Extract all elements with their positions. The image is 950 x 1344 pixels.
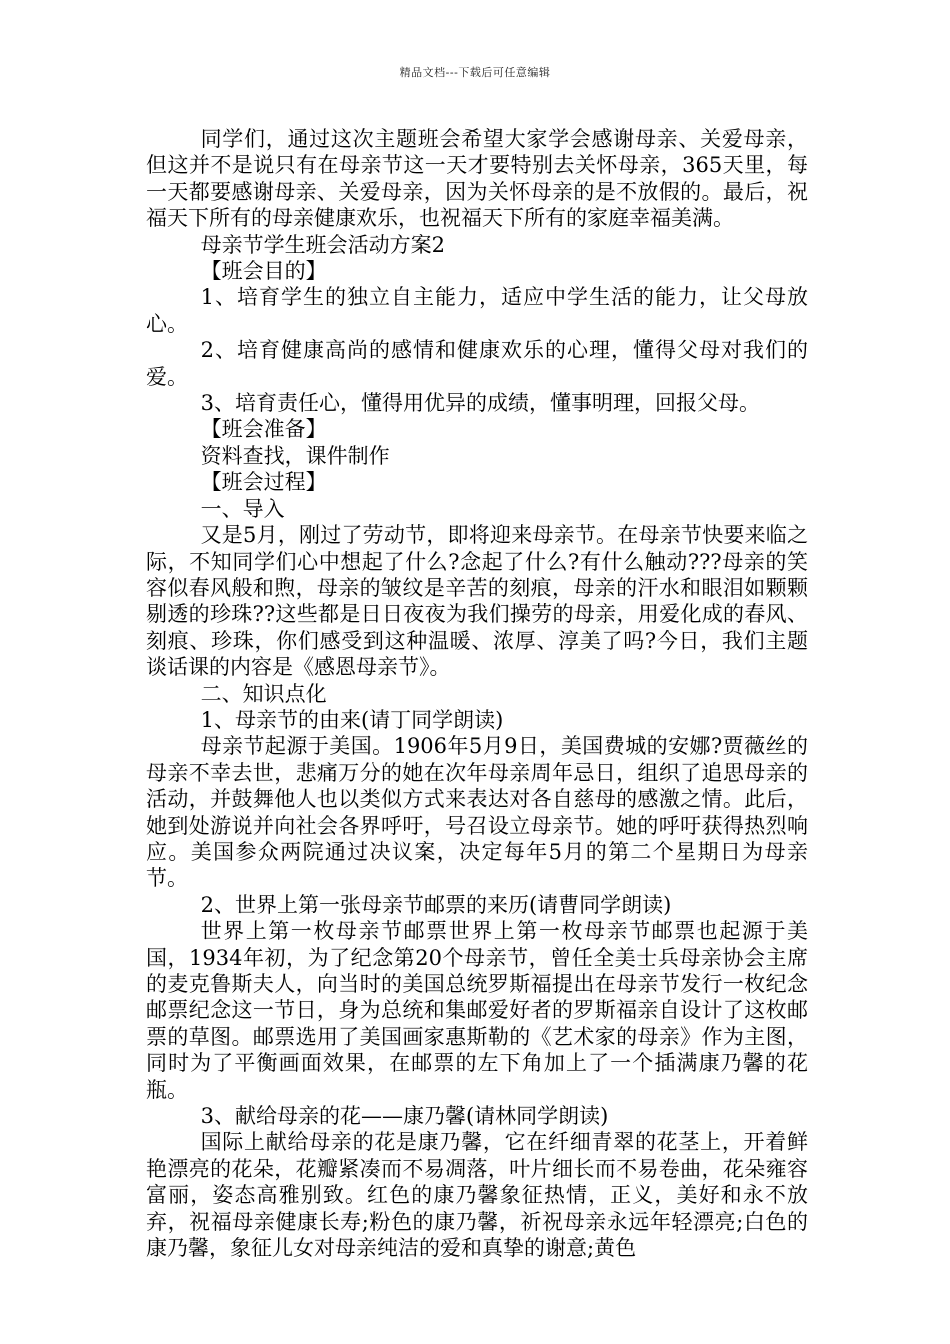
paragraph-introduction: 又是5月，刚过了劳动节，即将迎来母亲节。在母亲节快要来临之际，不知同学们心中想起了什么?念起了什么?有什么触动???母亲的笑容似春风般和煦，母亲的皱纹是辛苦的刻痕，母亲的汗水和眼泪如颗颗剔透的珍珠??这些都是日日夜夜为我们操劳的母亲，用爱化成的春风、刻痕、珍珠，你们感受到这种温暖、浓厚、淳美了吗?今日，我们主题谈话课的内容是《感恩母亲节》。 xyxy=(146,523,808,680)
knowledge-item-3-title: 3、献给母亲的花——康乃馨(请林同学朗读) xyxy=(200,1104,609,1129)
section-title: 母亲节学生班会活动方案2 xyxy=(200,232,445,257)
purpose-item-2: 2、培育健康高尚的感情和健康欢乐的心理，懂得父母对我们的爱。 xyxy=(146,338,808,389)
document-body xyxy=(146,126,808,1261)
heading-purpose: 【班会目的】 xyxy=(200,259,327,284)
paragraph-closing-remarks: 同学们，通过这次主题班会希望大家学会感谢母亲、关爱母亲，但这并不是说只有在母亲节这一天才要特别去关怀母亲，365天里，每一天都要感谢母亲、关爱母亲，因为关怀母亲的是不放假的。最后，祝福天下所有的母亲健康欢乐，也祝福天下所有的家庭幸福美满。 xyxy=(146,127,808,231)
purpose-item-1: 1、培育学生的独立自主能力，适应中学生活的能力，让父母放心。 xyxy=(146,285,808,336)
purpose-item-3: 3、培育责任心，懂得用优异的成绩，懂事明理，回报父母。 xyxy=(200,391,760,416)
heading-preparation: 【班会准备】 xyxy=(200,417,327,442)
heading-process: 【班会过程】 xyxy=(200,470,327,495)
subheading-knowledge: 二、知识点化 xyxy=(200,681,327,706)
knowledge-item-1-title: 1、母亲节的由来(请丁同学朗读) xyxy=(200,707,504,732)
paragraph-origin: 母亲节起源于美国。1906年5月9日，美国费城的安娜?贾薇丝的母亲不幸去世，悲痛万分的她在次年母亲周年忌日，组织了追思母亲的活动，并鼓舞他人也以类似方式来表达对各自慈母的感激之情。此后，她到处游说并向社会各界呼吁，号召设立母亲节。她的呼吁获得热烈响应。美国参众两院通过决议案，决定每年5月的第二个星期日为母亲节。 xyxy=(146,734,808,891)
page-header: 精品文档---下载后可任意编辑 xyxy=(399,66,551,79)
knowledge-item-2-title: 2、世界上第一张母亲节邮票的来历(请曹同学朗读) xyxy=(200,892,672,917)
preparation-text: 资料查找，课件制作 xyxy=(200,443,390,468)
paragraph-stamp: 世界上第一枚母亲节邮票世界上第一枚母亲节邮票也起源于美国，1934年初，为了纪念第20个母亲节，曾任全美士兵母亲协会主席的麦克鲁斯夫人，向当时的美国总统罗斯福提出在母亲节发行一枚纪念邮票纪念这一节日，身为总统和集邮爱好者的罗斯福亲自设计了这枚邮票的草图。邮票选用了美国画家惠斯勒的《艺术家的母亲》作为主图，同时为了平衡画面效果，在邮票的左下角加上了一个插满康乃馨的花瓶。 xyxy=(146,919,808,1102)
paragraph-carnation: 国际上献给母亲的花是康乃馨，它在纤细青翠的花茎上，开着鲜艳漂亮的花朵，花瓣紧凑而不易凋落，叶片细长而不易卷曲，花朵雍容富丽，姿态高雅别致。红色的康乃馨象征热情，正义，美好和永不放弃，祝福母亲健康长寿;粉色的康乃馨，祈祝母亲永远年轻漂亮;白色的康乃馨，象征儿女对母亲纯洁的爱和真挚的谢意;黄色 xyxy=(146,1130,808,1261)
subheading-introduction: 一、导入 xyxy=(200,496,285,521)
